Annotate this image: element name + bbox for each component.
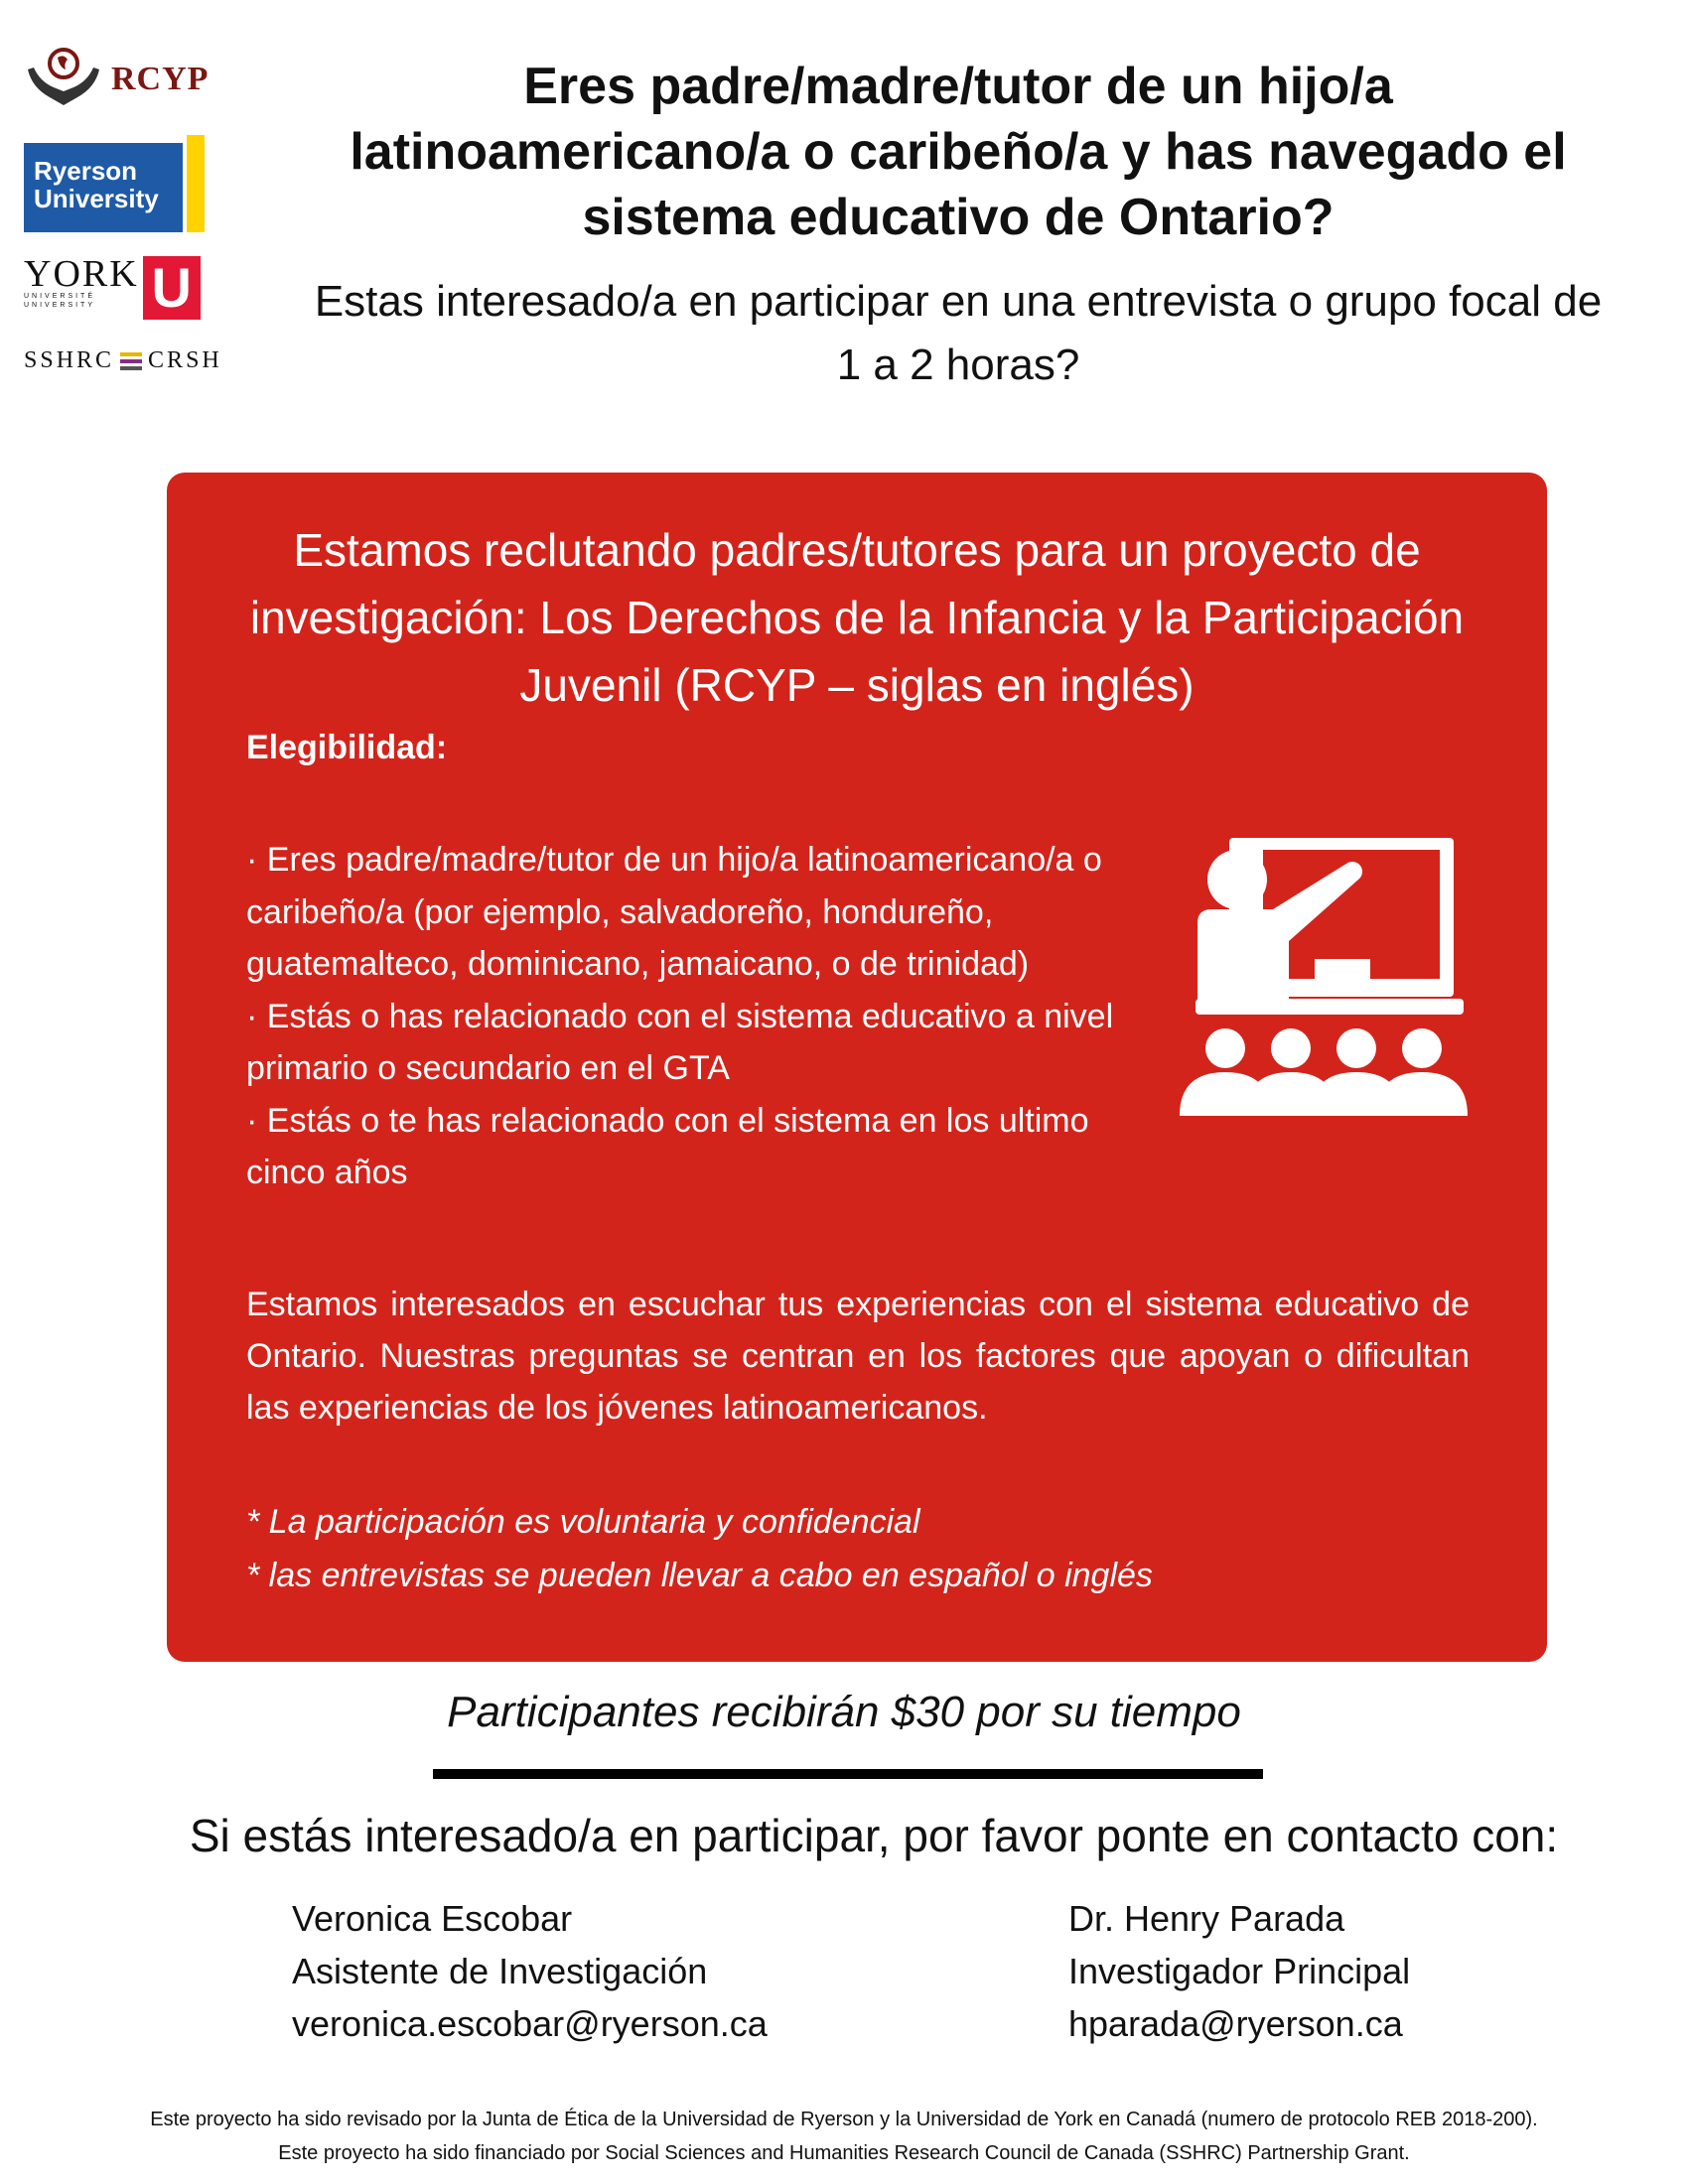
eligibility-list [246,834,1170,1199]
hands-globe-icon [24,40,103,119]
sshrc-equals-icon [120,352,142,370]
contact-name: Veronica Escobar [292,1898,573,1939]
logo-column [24,40,252,374]
payment-notice: Participantes recibirán $30 por su tiempo [447,1688,1241,1736]
rcyp-logo-text: RCYP [111,61,210,97]
ryerson-logo [24,143,252,232]
contact-name: Dr. Henry Parada [1068,1898,1345,1939]
recruitment-panel [167,473,1547,1662]
contact-card-parada [1068,1892,1410,2050]
sshrc-logo [24,347,252,374]
ryerson-logo-line1: Ryerson [34,156,138,186]
contact-prompt: Si estás interesado/a en participar, por favor ponte en contacto con: [189,1810,1559,1861]
york-logo [24,253,252,326]
page-subhead: Estas interesado/a en participar en una entrevista o grupo focal de 1 a 2 horas? [314,277,1603,389]
contact-card-escobar [292,1892,768,2050]
contact-role: Asistente de Investigación [292,1951,708,1991]
sshrc-logo-right: CRSH [148,347,222,373]
divider-rule [433,1769,1263,1779]
recruitment-title: Estamos reclutando padres/tutores para un proyecto de investigación: Los Derechos de la Infancia y la Participación Juvenil (RCYP – siglas en inglés) [249,524,1465,711]
rcyp-logo [24,40,252,119]
eligibility-label: Elegibilidad: [246,729,448,766]
note-item: * La participación es voluntaria y confidencial [246,1503,920,1541]
eligibility-item: · Estás o te has relacionado con el sistema en los ultimo cinco años [246,1101,1089,1191]
footer-notes [0,2103,1688,2170]
sshrc-logo-left: SSHRC [24,347,115,373]
footer-funding-note: Este proyecto ha sido financiado por Social Sciences and Humanities Research Council de Canada (SSHRC) Partnership Grant. [278,2142,1410,2164]
study-description: Estamos interesados en escuchar tus experiencias con el sistema educativo de Ontario. Nuestras preguntas se centran en los factores que apoyan o dificultan las experiencias de los jóvenes latinoamericanos. [246,1286,1470,1427]
york-logo-wordmark: YORK [24,253,139,295]
contact-email[interactable]: veronica.escobar@ryerson.ca [292,2003,768,2044]
contact-email[interactable]: hparada@ryerson.ca [1068,2003,1403,2044]
contact-role: Investigador Principal [1068,1951,1411,1991]
note-item: * las entrevistas se pueden llevar a cabo en español o inglés [246,1557,1153,1594]
york-logo-sub2: UNIVERSITY [24,302,96,309]
york-logo-sub1: UNIVERSITÉ [24,293,96,300]
eligibility-item: · Eres padre/madre/tutor de un hijo/a latinoamericano/a o caribeño/a (por ejemplo, salvadoreño, hondureño, guatemalteco, dominicano, jamaicano, o de trinidad) [246,841,1102,983]
ryerson-yellow-bar [187,135,205,232]
eligibility-item: · Estás o has relacionado con el sistema educativo a nivel primario o secundario en el GTA [246,997,1114,1087]
ryerson-logo-line2: University [34,184,159,213]
footer-ethics-note: Este proyecto ha sido revisado por la Junta de Ética de la Universidad de Ryerson y la Universidad de York en Canadá (numero de protocolo REB 2018-200). [150,2109,1538,2130]
participation-notes [246,1495,1470,1602]
classroom-teacher-icon [1176,828,1474,1126]
york-logo-u: U [143,256,201,320]
page-headline: Eres padre/madre/tutor de un hijo/a latinoamericano/a o caribeño/a y has navegado el sistema educativo de Ontario? [350,58,1567,246]
